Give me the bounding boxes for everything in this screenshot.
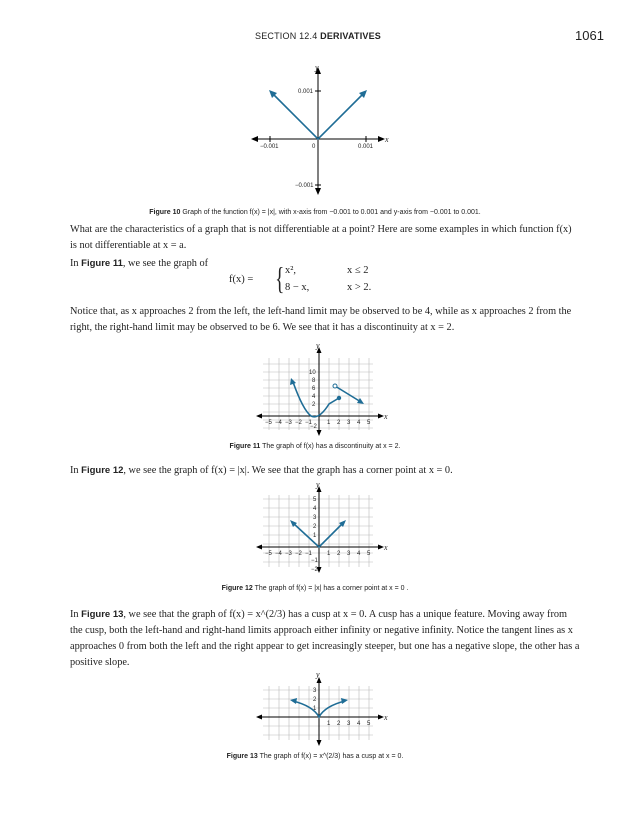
piecewise-brace: { [275, 260, 285, 296]
y-tick-label: 6 [312, 386, 316, 392]
y-tick-label: 1 [313, 706, 317, 712]
x-tick-label: −3 [285, 551, 292, 557]
parabola-arrow [290, 378, 296, 385]
x-axis-arrow-left [251, 136, 258, 142]
x-tick-label: 1 [327, 721, 331, 727]
figure-13-y-ticks [313, 688, 317, 712]
paragraph-4 [70, 463, 580, 479]
x-tick-label: 4 [357, 420, 361, 426]
tick-y-neg-label: −0.001 [295, 183, 314, 189]
figure-12-caption [0, 585, 630, 592]
x-tick-label: 1 [327, 420, 331, 426]
figure-13-caption [0, 753, 630, 760]
y-axis-label: y [316, 480, 320, 489]
figure-10 [230, 60, 400, 195]
x-tick-label: −1 [305, 420, 312, 426]
figure-12-caption-text: The graph of f(x) = |x| has a corner point at x = 0 . [254, 585, 409, 592]
x-tick-label: −2 [295, 420, 302, 426]
y-tick-label: 4 [313, 506, 317, 512]
y-axis-arrow-down [317, 740, 322, 746]
figure-11-x-ticks [265, 420, 371, 426]
figure-12 [253, 480, 393, 573]
y-tick-label: 3 [313, 688, 317, 694]
page-header [0, 28, 630, 45]
piecewise-row1-cond: x ≤ 2 [347, 265, 369, 276]
figure-12-ref: Figure 12 [81, 465, 124, 476]
section-prefix: SECTION 12.4 [255, 31, 318, 41]
x-tick-label: 4 [357, 551, 361, 557]
piecewise-end: . [368, 282, 372, 293]
figure-12-x-ticks [265, 551, 371, 557]
x-axis-arrow-right [378, 136, 385, 142]
y-axis-arrow-down [317, 430, 322, 436]
piecewise-row2-expr: 8 − x, [285, 282, 310, 293]
x-tick-label: −1 [305, 551, 312, 557]
y-axis-arrow-down [315, 188, 321, 195]
open-point [333, 384, 337, 388]
tick-origin-label: 0 [312, 144, 316, 150]
piecewise-row2-cond [347, 282, 371, 293]
figure-11 [253, 340, 393, 436]
page-number: 1061 [575, 28, 604, 43]
x-tick-label: 2 [337, 420, 341, 426]
figure-13 [253, 668, 393, 748]
x-axis-arrow-left [256, 414, 262, 419]
figure-10-caption-label: Figure 10 [149, 209, 181, 216]
piecewise-row2-cond-text: x > 2 [347, 282, 369, 293]
closed-point [337, 396, 341, 400]
x-axis-label: x [384, 412, 388, 421]
paragraph-2-post: , we see the graph of [122, 258, 209, 269]
piecewise-lhs: f(x) = [229, 274, 254, 285]
y-tick-label: 2 [313, 697, 317, 703]
y-tick-label: −2 [310, 424, 317, 430]
x-axis-arrow-left [256, 545, 262, 550]
x-tick-label: −2 [295, 551, 302, 557]
parabola-curve [293, 382, 339, 417]
figure-12-caption-label: Figure 12 [221, 585, 253, 592]
x-axis-label: x [384, 543, 388, 552]
tick-x-pos-label: 0.001 [358, 144, 374, 150]
figure-12-graph [253, 480, 393, 573]
paragraph-4-post: , we see the graph of f(x) = |x|. We see that the graph has a corner point at x = 0. [123, 465, 453, 476]
paragraph-2-pre: In [70, 258, 82, 269]
figure-10-graph [230, 60, 400, 195]
y-tick-label: 2 [312, 402, 316, 408]
x-tick-label: 3 [347, 420, 351, 426]
y-tick-label: 3 [313, 515, 317, 521]
figure-11-ref: Figure 11 [81, 258, 123, 269]
figure-11-caption-label: Figure 11 [229, 443, 261, 450]
x-axis-label: x [385, 135, 389, 144]
x-tick-label: −5 [265, 420, 272, 426]
figure-11-graph [253, 340, 393, 436]
x-axis-label: x [384, 713, 388, 722]
section-title: DERIVATIVES [320, 31, 382, 41]
section-heading [255, 31, 381, 41]
y-tick-label: 2 [313, 524, 317, 530]
y-tick-label: −2 [311, 567, 318, 573]
paragraph-5-post: , we see that the graph of f(x) = x^(2/3) has a cusp at x = 0. A cusp has a unique feature. Moving away from the cusp, both the left-hand and right-hand limits approach either infinity or negative infinity. Notice the tangent lines as x approaches 0 from both the left and the right appear to get increasingly steeper, but one has a negative slope, the other has a positive slope. [70, 609, 580, 668]
paragraph-1: What are the characteristics of a graph that is not differentiable at a point? Here are some examples in which function f(x) is not differentiable at x = a. [70, 224, 572, 251]
piecewise-equation [229, 260, 389, 298]
x-tick-label: −3 [285, 420, 292, 426]
x-tick-label: 5 [367, 420, 371, 426]
x-tick-label: 5 [367, 721, 371, 727]
x-tick-label: 2 [337, 721, 341, 727]
x-tick-label: 5 [367, 551, 371, 557]
tick-y-pos-label: 0.001 [298, 89, 314, 95]
y-axis-label: y [316, 341, 320, 350]
x-tick-label: 4 [357, 721, 361, 727]
y-tick-label: 5 [313, 497, 317, 503]
y-tick-label: 4 [312, 394, 316, 400]
paragraph-3: Notice that, as x approaches 2 from the left, the left-hand limit may be observed to be 4, while as x approaches 2 from the right, the right-hand limit may be observed to be 6. We see that it has a discontinuity at x = 2. [70, 306, 572, 333]
figure-13-caption-label: Figure 13 [226, 753, 258, 760]
figure-10-caption-text: Graph of the function f(x) = |x|, with x-axis from −0.001 to 0.001 and y-axis from −0.001 to 0.001. [182, 209, 481, 216]
x-axis-arrow-left [256, 715, 262, 720]
x-tick-label: 1 [327, 551, 331, 557]
x-tick-label: 3 [347, 551, 351, 557]
x-tick-label: 2 [337, 551, 341, 557]
figure-13-caption-text: The graph of f(x) = x^(2/3) has a cusp at x = 0. [259, 753, 404, 760]
figure-13-graph [253, 668, 393, 748]
x-tick-label: −5 [265, 551, 272, 557]
y-tick-label: 8 [312, 378, 316, 384]
piecewise-row1-expr: x², [285, 265, 297, 276]
y-tick-label: 1 [313, 533, 317, 539]
y-axis-label: y [315, 63, 319, 72]
figure-13-ref: Figure 13 [81, 609, 124, 620]
y-tick-label: 10 [309, 370, 316, 376]
paragraph-5-pre: In [70, 609, 82, 620]
y-tick-label: −1 [311, 558, 318, 564]
figure-11-caption [0, 443, 630, 450]
y-axis-label: y [316, 670, 320, 679]
figure-13-grid [263, 686, 373, 740]
figure-10-caption [0, 209, 630, 216]
figure-11-caption-text: The graph of f(x) has a discontinuity at x = 2. [262, 443, 401, 450]
x-tick-label: −4 [275, 420, 282, 426]
tick-x-neg-label: −0.001 [260, 144, 279, 150]
paragraph-4-pre: In [70, 465, 82, 476]
paragraph-5 [70, 607, 580, 671]
x-tick-label: −4 [275, 551, 282, 557]
x-tick-label: 3 [347, 721, 351, 727]
